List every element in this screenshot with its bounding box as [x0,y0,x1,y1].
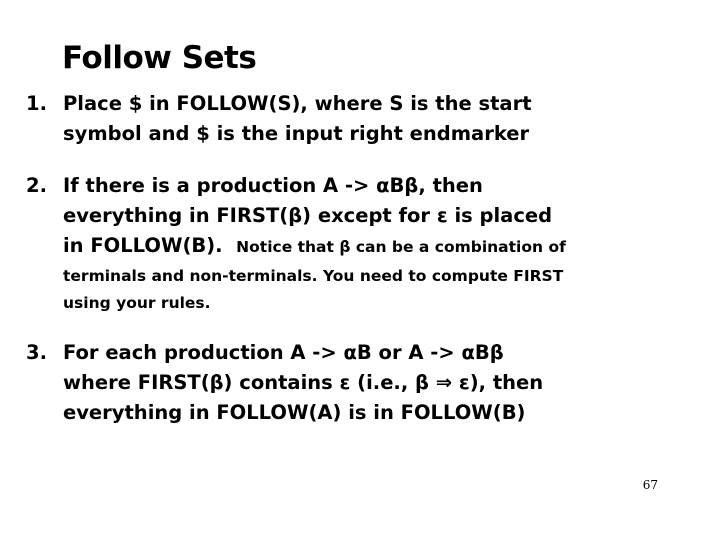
rule-note-inline: Notice that β can be a combination of [236,238,566,256]
rule-number: 2. [26,174,47,197]
rule-text [63,171,566,317]
rule-line: everything in FOLLOW(A) is in FOLLOW(B) [63,401,526,424]
rule-line: symbol and $ is the input right endmarker [63,122,530,145]
rule-text [63,338,543,428]
rule-note-line: terminals and non-terminals. You need to compute FIRST [63,267,564,285]
rule-number: 3. [26,341,47,364]
rule-number: 1. [26,92,47,115]
rule-note-line: using your rules. [63,294,211,312]
rule-line: everything in FIRST(β) except for ε is placed [63,204,553,227]
rule-line: For each production A -> αB or A -> αBβ [63,341,504,364]
rule-line: where FIRST(β) contains ε (i.e., β ⇒ ε), then [63,371,544,394]
rule-line-with-note [63,231,566,262]
slide-title: Follow Sets [62,40,257,76]
page-number: 67 [642,478,658,492]
rule-line: If there is a production A -> αBβ, then [63,174,483,197]
rule-line: Place $ in FOLLOW(S), where S is the start [63,92,532,115]
rule-text [63,89,532,149]
rule-line: in FOLLOW(B). [63,234,223,257]
